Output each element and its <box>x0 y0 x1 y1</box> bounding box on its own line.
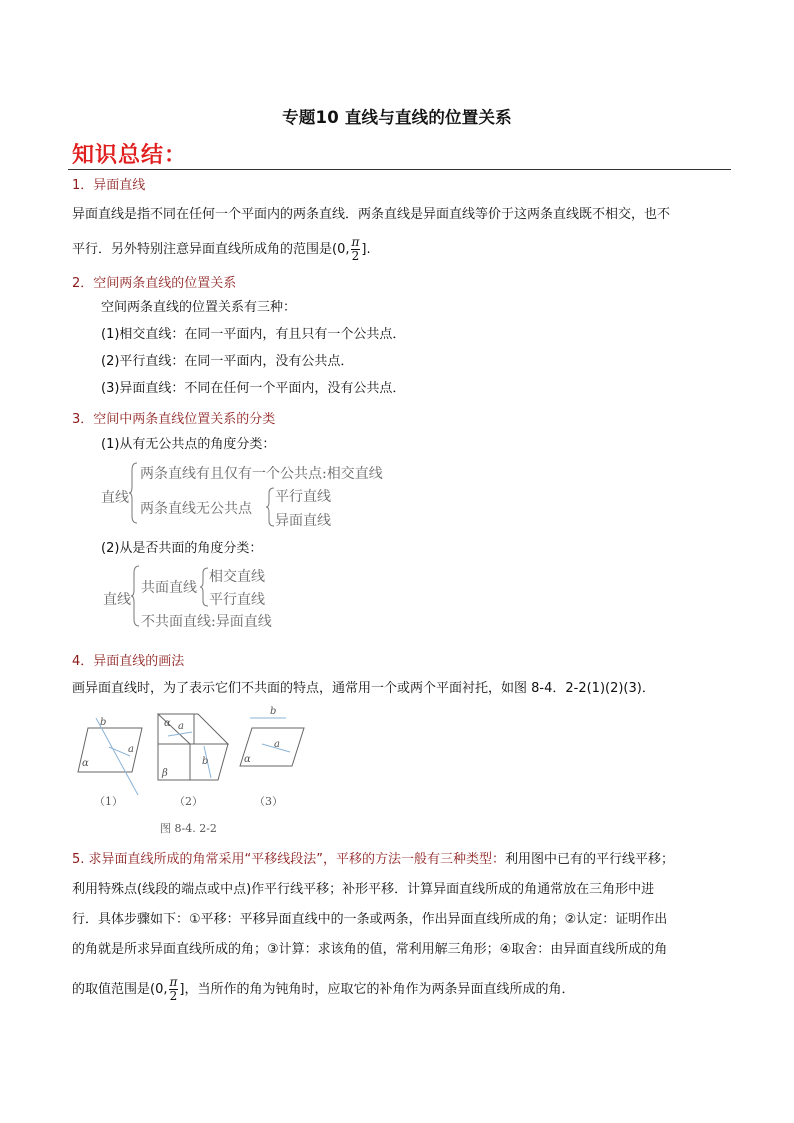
section-5-line-3: 行．具体步骤如下：①平移：平移异面直线中的一条或两条，作出异面直线所成的角；②认定：证明作出 <box>72 912 668 927</box>
tree-2-parallel: 平行直线 <box>209 592 265 608</box>
fraction-denominator-2: 2 <box>169 989 178 1003</box>
tree-1-root: 直线 <box>101 490 129 506</box>
tree-1-skew: 异面直线 <box>275 513 331 529</box>
section-5-line-2: 利用特殊点(线段的端点或中点)作平行线平移；补形平移．计算异面直线所成的角通常放在三角形中进 <box>72 882 655 897</box>
section-2-item-2: (2)平行直线：在同一平面内，没有公共点． <box>101 354 354 369</box>
fig3-label-alpha: α <box>244 754 251 765</box>
section-5-line-5-a: 的取值范围是 <box>72 982 151 997</box>
fraction-denominator: 2 <box>351 249 360 263</box>
knowledge-heading: 知识总结： <box>72 143 188 168</box>
section-3-sub-1: (1)从有无公共点的角度分类： <box>101 437 276 452</box>
section-2-heading: 2．空间两条直线的位置关系 <box>72 276 237 291</box>
heading-rule <box>68 169 731 170</box>
tree-2-branch-2: 不共面直线:异面直线 <box>141 614 272 630</box>
line-a-1 <box>109 747 130 756</box>
section-3-sub-2: (2)从是否共面的角度分类： <box>101 541 263 556</box>
fig2-label-b: b <box>202 756 209 767</box>
section-5-heading: 5. 求异面直线所成的角常采用“平移线段法”，平移的方法一般有三种类型： <box>72 852 506 867</box>
fig2-label-alpha: α <box>164 718 171 729</box>
line-a-2 <box>168 732 192 736</box>
tree-2-root: 直线 <box>103 592 131 608</box>
section-1-line-2-text: 平行．另外特别注意异面直线所成角的范围是 <box>72 242 333 257</box>
line-b-1 <box>96 718 138 795</box>
fig1-label-a: a <box>128 744 134 755</box>
figure-1-caption: （1） <box>94 795 123 808</box>
fig3-label-b: b <box>270 706 277 717</box>
plane-beta-2-face <box>190 744 228 780</box>
tree-1-brace <box>128 462 138 524</box>
section-2-item-1: (1)相交直线：在同一平面内，有且只有一个公共点． <box>101 327 406 342</box>
tree-1-sub-brace <box>265 487 275 527</box>
tree-2-brace <box>130 565 140 627</box>
page-title: 专题10 直线与直线的位置关系 <box>282 108 512 127</box>
figure-2-caption: （2） <box>174 795 203 808</box>
fraction-numerator: π <box>351 235 360 249</box>
tree-1-parallel: 平行直线 <box>275 489 331 505</box>
section-5-line-5 <box>72 976 574 1003</box>
section-5-line-1-rest: 利用图中已有的平行线平移； <box>505 852 675 867</box>
fig2-label-beta: β <box>162 768 168 779</box>
fig2-label-a: a <box>178 721 184 732</box>
interval-open: (0, <box>332 242 350 257</box>
interval-open-2: (0, <box>150 982 168 997</box>
fig1-label-b: b <box>100 717 107 728</box>
section-1-heading: 1．异面直线 <box>72 178 146 193</box>
fig3-label-a: a <box>274 739 280 750</box>
tree-1-branch-1: 两条直线有且仅有一个公共点:相交直线 <box>140 466 383 482</box>
section-1-line-1: 异面直线是指不同在任何一个平面内的两条直线．两条直线是异面直线等价于这两条直线既不相交，也不 <box>72 207 671 222</box>
tree-2-sub-brace <box>199 567 209 607</box>
tree-2-intersecting: 相交直线 <box>209 569 265 585</box>
section-5-line-5-b: ，当所作的角为钝角时，应取它的补角作为两条异面直线所成的角． <box>184 982 575 997</box>
skew-lines-figure <box>68 700 348 840</box>
pi-over-2-fraction-2 <box>169 976 179 1003</box>
fraction-numerator-2: π <box>169 975 178 989</box>
interval-close-2: ] <box>179 982 185 997</box>
section-2-item-3: (3)异面直线：不同在任何一个平面内，没有公共点． <box>101 381 406 396</box>
pi-over-2-fraction <box>351 236 361 263</box>
figure-1 <box>78 718 142 795</box>
section-2-intro: 空间两条直线的位置关系有三种： <box>101 300 297 315</box>
fig1-label-alpha: α <box>82 758 89 769</box>
tree-1-branch-2: 两条直线无公共点 <box>140 501 252 517</box>
section-4-text: 画异面直线时，为了表示它们不共面的特点，通常用一个或两个平面衬托，如图 8-4．2-2(1)(2)(3)． <box>72 681 655 696</box>
figure-caption: 图 8-4. 2-2 <box>160 822 217 835</box>
interval-close: ]. <box>361 242 371 257</box>
section-1-line-2 <box>72 236 371 263</box>
section-3-heading: 3．空间中两条直线位置关系的分类 <box>72 412 276 427</box>
section-5-line-4: 的角就是所求异面直线所成的角；③计算：求该角的值，常利用解三角形；④取舍：由异面直线所成的角 <box>72 942 668 957</box>
section-4-heading: 4．异面直线的画法 <box>72 654 185 669</box>
figure-3-caption: （3） <box>254 795 283 808</box>
tree-2-branch-1: 共面直线 <box>141 580 197 596</box>
section-5-line-1 <box>72 851 674 869</box>
